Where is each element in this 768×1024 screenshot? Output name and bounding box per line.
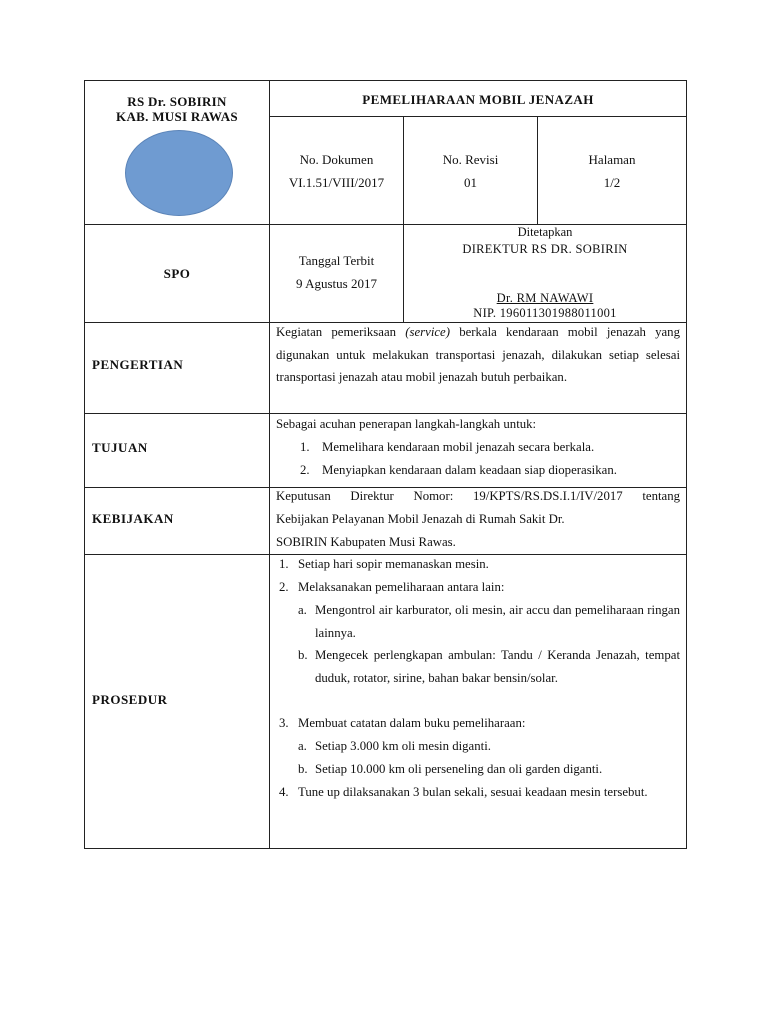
prosedur-substep-num: b.: [298, 762, 308, 776]
prosedur-substep-text: Setiap 10.000 km oli perseneling dan oli garden diganti.: [315, 762, 603, 776]
kebijakan-line-3: SOBIRIN Kabupaten Musi Rawas.: [276, 535, 456, 549]
tujuan-item-text: Memelihara kendaraan mobil jenazah secara berkala.: [322, 440, 595, 454]
page-value: 1/2: [603, 175, 621, 190]
pengertian-label: PENGERTIAN: [92, 357, 184, 372]
tujuan-intro: Sebagai acuhan penerapan langkah-langkah untuk:: [276, 417, 537, 431]
issue-date-cell: [270, 249, 403, 295]
director-name-wrap: [404, 291, 686, 305]
prosedur-step-text: Membuat catatan dalam buku pemeliharaan:: [298, 716, 526, 730]
pengertian-text-end: berkala kendaraan mobil jenazah yang digunakan untuk melakukan transportasi jenazah, dilakukan setiap selesai transportasi jenazah atau mobil jenazah butuh perbaikan.: [276, 325, 680, 384]
prosedur-label: PROSEDUR: [92, 692, 168, 707]
prosedur-step-text: Setiap hari sopir memanaskan mesin.: [298, 557, 489, 571]
approval-set-by: Ditetapkan: [517, 225, 573, 239]
doc-number-cell: [270, 148, 403, 194]
table-line-col1: [269, 80, 270, 849]
prosedur-step-text: Melaksanakan pemeliharaan antara lain:: [298, 580, 505, 594]
revision-label: No. Revisi: [442, 152, 499, 167]
kebijakan-line: [276, 485, 680, 508]
pengertian-text-italic: (service): [405, 325, 450, 339]
hospital-name: [85, 94, 269, 124]
pengertian-text: [276, 321, 680, 389]
prosedur-substep-num: a.: [298, 739, 307, 753]
hospital-name-line2: KAB. MUSI RAWAS: [116, 109, 238, 124]
pengertian-text-start: Kegiatan pemeriksaan: [276, 325, 406, 339]
table-border-right: [686, 80, 687, 849]
tujuan-item-num: 1.: [300, 440, 310, 454]
prosedur-step-num: 1.: [279, 557, 289, 571]
prosedur-step-num: 2.: [279, 580, 289, 594]
tujuan-label: TUJUAN: [92, 440, 148, 455]
director-name: Dr. RM NAWAWI: [496, 291, 594, 305]
hospital-name-line1: RS Dr. SOBIRIN: [127, 94, 227, 109]
table-border-bottom: [84, 848, 687, 849]
tujuan-item-num: 2.: [300, 463, 310, 477]
kebijakan-line-1: Keputusan Direktur Nomor: 19/KPTS/RS.DS.I.1/IV/2017 tentang: [276, 489, 680, 503]
table-line-title: [269, 116, 687, 117]
doc-number-label: No. Dokumen: [299, 152, 374, 167]
prosedur-substep-num: a.: [298, 603, 307, 617]
tujuan-item-text: Menyiapkan kendaraan dalam keadaan siap dioperasikan.: [322, 463, 617, 477]
page-cell: [538, 148, 686, 194]
doc-number-value: VI.1.51/VIII/2017: [288, 175, 385, 190]
page-label: Halaman: [588, 152, 636, 167]
director-nip: NIP. 196011301988011001: [473, 306, 617, 320]
spo-label: SPO: [163, 266, 191, 281]
table-border-left: [84, 80, 85, 849]
kebijakan-line-2: Kebijakan Pelayanan Mobil Jenazah di Rumah Sakit Dr.: [276, 512, 565, 526]
prosedur-substep-text: Setiap 3.000 km oli mesin diganti.: [315, 739, 491, 753]
prosedur-substep-text: Mengontrol air karburator, oli mesin, air accu dan pemeliharaan ringan lainnya.: [315, 603, 680, 640]
kebijakan-label: KEBIJAKAN: [92, 511, 174, 526]
prosedur-substep-num: b.: [298, 648, 308, 662]
prosedur-substep-text: Mengecek perlengkapan ambulan: Tandu / Keranda Jenazah, tempat duduk, rotator, sirine, bahan bakar bensin/solar.: [315, 648, 680, 685]
revision-value: 01: [464, 175, 477, 190]
issue-date-value: 9 Agustus 2017: [296, 276, 377, 291]
revision-cell: [404, 148, 537, 194]
table-border-top: [84, 80, 687, 81]
prosedur-step-text: Tune up dilaksanakan 3 bulan sekali, sesuai keadaan mesin tersebut.: [298, 785, 648, 799]
document-title: PEMELIHARAAN MOBIL JENAZAH: [362, 92, 594, 107]
hospital-logo: [125, 130, 233, 216]
director-title: DIREKTUR RS DR. SOBIRIN: [462, 242, 628, 256]
issue-date-label: Tanggal Terbit: [298, 253, 375, 268]
prosedur-step-num: 3.: [279, 716, 289, 730]
prosedur-step-num: 4.: [279, 785, 289, 799]
